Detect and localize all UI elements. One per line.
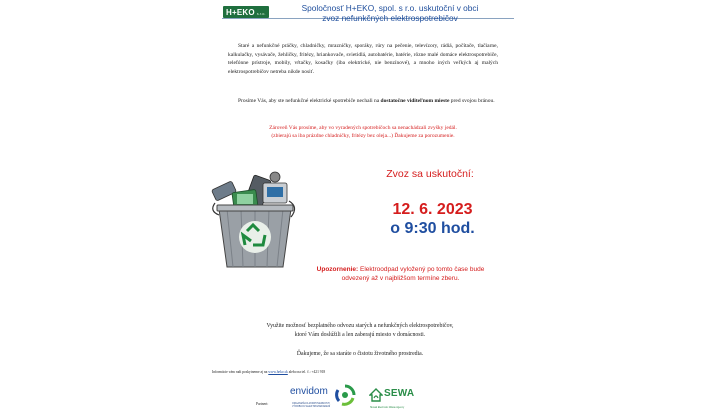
- sewa-logo: [368, 386, 438, 414]
- recycle-icon: [239, 221, 271, 253]
- website-link[interactable]: www.heko.sk: [268, 370, 288, 374]
- sewa-house-icon: [369, 388, 383, 402]
- collection-heading: Zvoz sa uskutoční:: [386, 168, 474, 180]
- contact-info: [212, 370, 472, 374]
- heko-logo: [223, 6, 269, 18]
- collection-date: 12. 6. 2023: [392, 201, 473, 218]
- partners-label: Partneri:: [256, 402, 269, 406]
- appliances-paragraph: Staré a nefunkčné práčky, chladničky, mrazničky, sporáky, rúry na pečenie, televízory, rádiá, počítače, tlačiarne, kalkulačky, vysávače, žehličky, fritézy, hriankovače, svietidlá, autobatérie, batérie, rôzne malé domáce elektrospotrebiče, telefónne prístroje, mobily, vŕtačky, kosačky (iba elektrické, nie benzínové), a mnoho iných veľkých aj malých elektrospotrebičov netreba nikde nosiť.: [228, 43, 498, 75]
- warning-label: Upozornenie:: [316, 266, 359, 273]
- envidom-subtitle: ORGANIZÁCIA ZODPOVEDNOSTI VÝROBCOV ELEKTROZARIADENÍ: [292, 402, 331, 408]
- placement-text-bold: dostatočne viditeľnom mieste: [380, 98, 450, 104]
- closing-paragraph: [240, 322, 480, 340]
- placement-text-b: pred svojou bránou.: [449, 98, 495, 104]
- placement-paragraph: [228, 97, 498, 106]
- closing-line1: Využite možnosť bezplatného odvozu starých a nefunkčných elektrospotrebičov,: [266, 323, 454, 329]
- late-disposal-warning: [308, 265, 493, 283]
- food-note-line1: Zároveň Vás prosíme, aby vo vyradených spotrebičoch sa nenachádzali zvyšky jedál.: [269, 125, 457, 131]
- envidom-logo: [290, 384, 360, 414]
- closing-line2: ktoré Vám doslúžili a len zaberajú miesto v domácnosti.: [294, 332, 426, 338]
- sewa-subtitle: Slovak Electronic Waste Agency: [370, 406, 405, 409]
- thanks-line: Ďakujeme, že sa staráte o čistotu životného prostredia.: [296, 351, 424, 357]
- food-note-line2: (zbierajú sa iba prázdne chladničky, fritézy bez oleja...) Ďakujeme za porozumenie.: [271, 133, 455, 139]
- header-title-line2: zvoz nefunkčných elektrospotrebičov: [322, 13, 458, 23]
- placement-text-a: Prosíme Vás, aby ste nefunkčné elektrické spotrebiče nechali na: [238, 98, 381, 104]
- recycling-bin-illustration: [205, 163, 305, 273]
- food-remains-note: [228, 124, 498, 140]
- logo-text: H+EKO: [226, 7, 255, 17]
- collection-time: o 9:30 hod.: [390, 220, 475, 237]
- info-text-b: alebo na tel. č.: +421 918: [287, 370, 326, 374]
- info-text-a: Informácie vám radi poskytneme aj na: [212, 370, 269, 374]
- header-title-line1: Spoločnosť H+EKO, spol. s r.o. uskutoční v obci: [301, 3, 479, 13]
- header-title: [270, 3, 510, 23]
- sewa-name: SEWA: [384, 388, 415, 399]
- envidom-name: envidom: [290, 386, 328, 397]
- logo-suffix: s.r.o.: [256, 11, 266, 16]
- envidom-mark-icon: [334, 384, 356, 406]
- warning-text: Elektroodpad vyložený po tomto čase bude odvezený až v najbližšom termíne zberu.: [341, 266, 485, 282]
